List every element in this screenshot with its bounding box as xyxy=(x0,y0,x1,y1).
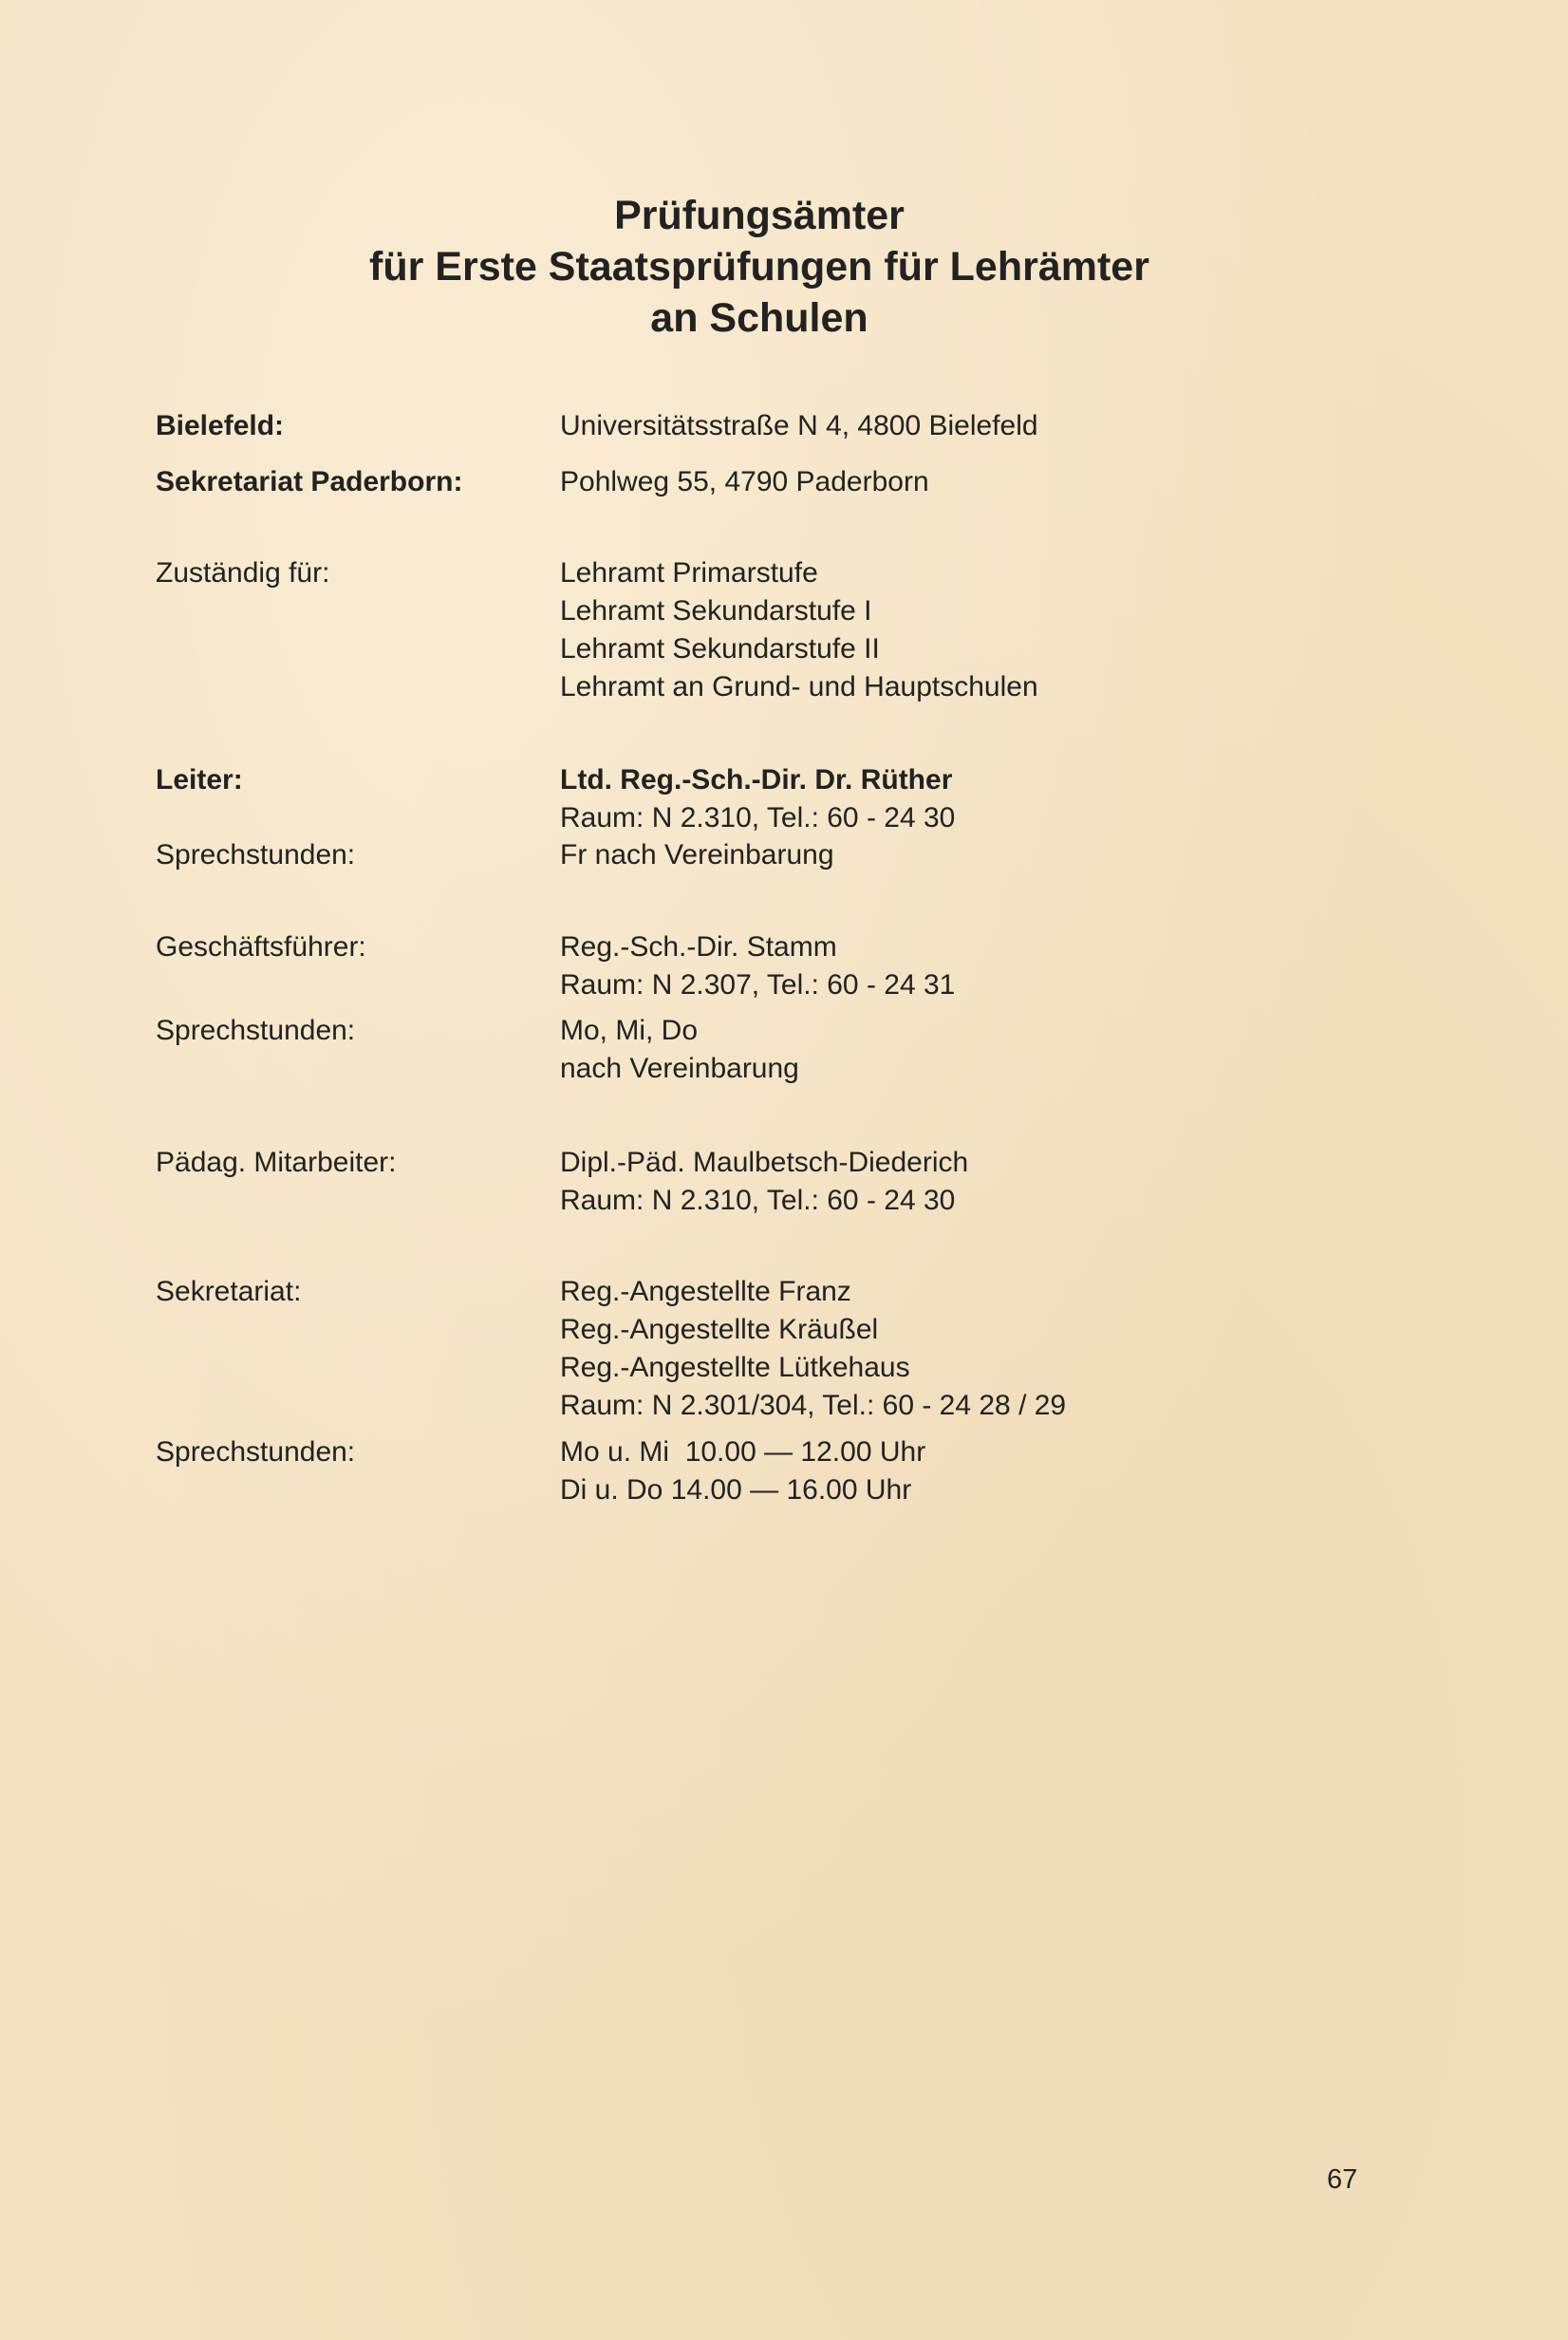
zustaendig-item: Lehramt an Grund- und Hauptschulen xyxy=(560,671,1038,702)
paderborn-address: Pohlweg 55, 4790 Paderborn xyxy=(560,466,929,497)
leiter-name: Ltd. Reg.-Sch.-Dir. Dr. Rüther xyxy=(560,764,953,796)
bielefeld-address: Universitätsstraße N 4, 4800 Bielefeld xyxy=(560,410,1038,441)
leiter-hours-label: Sprechstunden: xyxy=(156,839,356,870)
sekretariat-staff: Reg.-Angestellte Lütkehaus xyxy=(560,1352,910,1383)
geschaeftsfuehrer-hours-label: Sprechstunden: xyxy=(156,1015,356,1046)
zustaendig-item: Lehramt Sekundarstufe I xyxy=(560,595,872,627)
mitarbeiter-name: Dipl.-Päd. Maulbetsch-Diederich xyxy=(560,1147,969,1178)
title-line-2: für Erste Staatsprüfungen für Lehrämter xyxy=(369,244,1149,290)
page-title xyxy=(0,190,1519,344)
geschaeftsfuehrer-name: Reg.-Sch.-Dir. Stamm xyxy=(560,931,837,963)
sekretariat-staff: Reg.-Angestellte Franz xyxy=(560,1276,851,1307)
geschaeftsfuehrer-label: Geschäftsführer: xyxy=(156,931,366,963)
sekretariat-room: Raum: N 2.301/304, Tel.: 60 - 24 28 / 29 xyxy=(560,1390,1067,1421)
page-number: 67 xyxy=(1327,2164,1358,2195)
sekretariat-staff: Reg.-Angestellte Kräußel xyxy=(560,1314,879,1345)
sekretariat-label: Sekretariat: xyxy=(156,1276,302,1307)
title-line-3: an Schulen xyxy=(650,295,868,341)
zustaendig-item: Lehramt Sekundarstufe II xyxy=(560,633,880,665)
bielefeld-label: Bielefeld: xyxy=(156,410,285,441)
sekretariat-hours: Di u. Do 14.00 — 16.00 Uhr xyxy=(560,1474,912,1506)
leiter-label: Leiter: xyxy=(156,764,243,796)
geschaeftsfuehrer-hours: nach Vereinbarung xyxy=(560,1053,799,1084)
leiter-room: Raum: N 2.310, Tel.: 60 - 24 30 xyxy=(560,802,956,833)
sekretariat-hours-label: Sprechstunden: xyxy=(156,1436,356,1468)
zustaendig-item: Lehramt Primarstufe xyxy=(560,557,818,589)
leiter-hours: Fr nach Vereinbarung xyxy=(560,839,834,870)
mitarbeiter-label: Pädag. Mitarbeiter: xyxy=(156,1147,397,1178)
geschaeftsfuehrer-hours: Mo, Mi, Do xyxy=(560,1015,699,1046)
mitarbeiter-room: Raum: N 2.310, Tel.: 60 - 24 30 xyxy=(560,1185,956,1216)
zustaendig-label: Zuständig für: xyxy=(156,557,330,589)
paderborn-label: Sekretariat Paderborn: xyxy=(156,466,463,497)
title-line-1: Prüfungsämter xyxy=(614,193,905,238)
sekretariat-hours: Mo u. Mi 10.00 — 12.00 Uhr xyxy=(560,1436,926,1468)
geschaeftsfuehrer-room: Raum: N 2.307, Tel.: 60 - 24 31 xyxy=(560,969,956,1001)
